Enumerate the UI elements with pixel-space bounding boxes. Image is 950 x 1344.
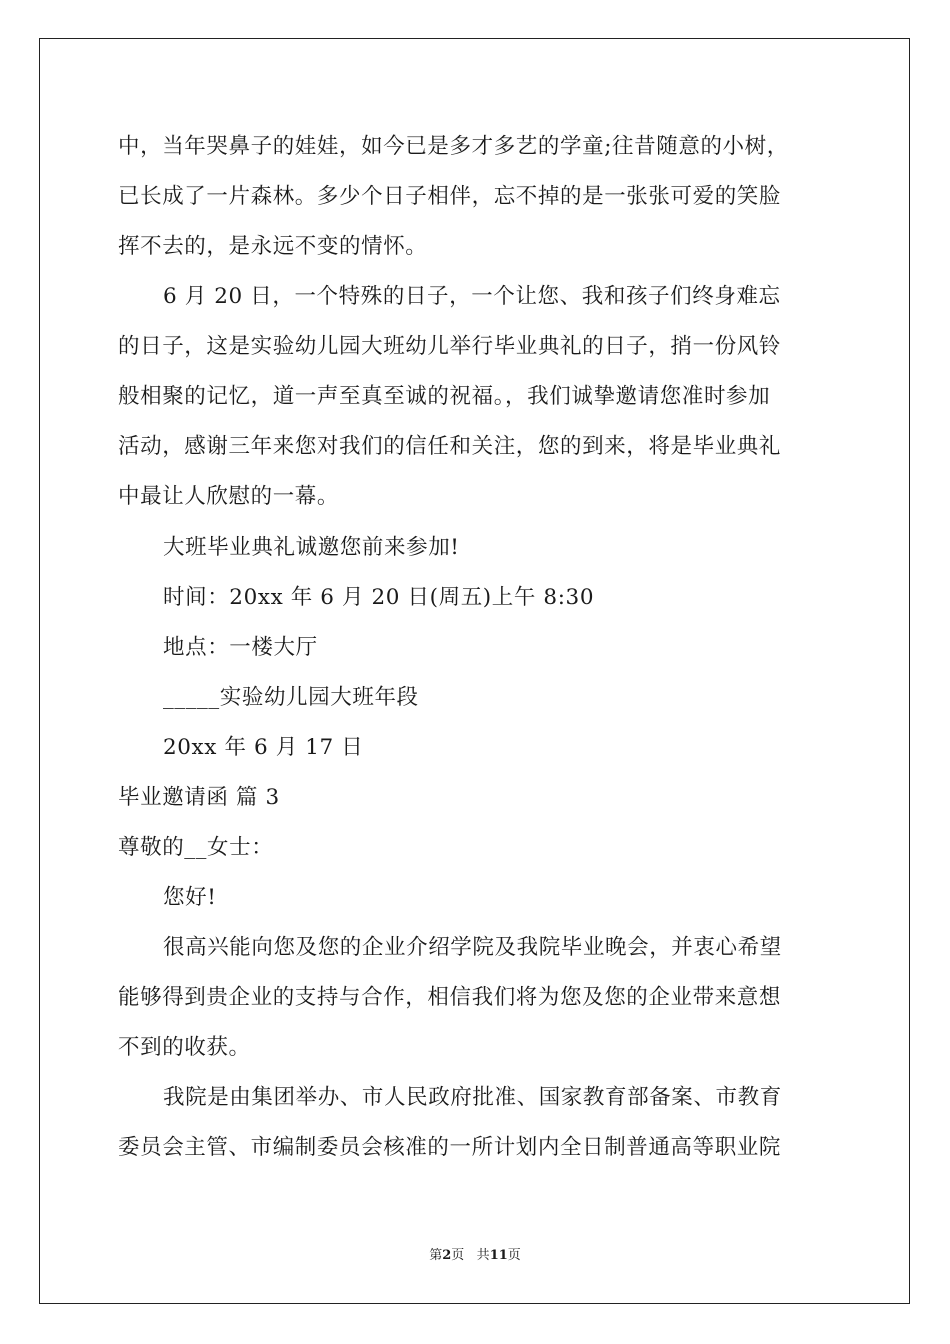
body-text-line: 的日子，这是实验幼儿园大班幼儿举行毕业典礼的日子，捎一份风铃	[118, 334, 782, 359]
body-text-line: 挥不去的，是永远不变的情怀。	[118, 234, 428, 259]
section-title: 毕业邀请函 篇 3	[118, 785, 280, 810]
invitation-signature: _____实验幼儿园大班年段	[163, 685, 419, 710]
page-number: 2	[442, 1248, 452, 1263]
body-text-line: 般相聚的记忆，道一声至真至诚的祝福。，我们诚挚邀请您准时参加	[118, 384, 771, 409]
invitation-heading: 大班毕业典礼诚邀您前来参加!	[163, 535, 460, 560]
body-text-line: 活动，感谢三年来您对我们的信任和关注，您的到来，将是毕业典礼	[118, 434, 782, 459]
body-text-line: 我院是由集团举办、市人民政府批准、国家教育部备案、市教育	[163, 1085, 782, 1110]
body-text-line: 能够得到贵企业的支持与合作，相信我们将为您及您的企业带来意想	[118, 985, 782, 1010]
total-suffix: 页	[507, 1248, 521, 1263]
page-suffix: 页	[451, 1248, 465, 1263]
event-place: 地点：一楼大厅	[163, 635, 318, 660]
body-text-line: 6 月 20 日，一个特殊的日子，一个让您、我和孩子们终身难忘	[163, 284, 781, 309]
total-prefix: 共	[476, 1248, 490, 1263]
page-prefix: 第	[429, 1248, 443, 1263]
body-text-line: 委员会主管、市编制委员会核准的一所计划内全日制普通高等职业院	[118, 1135, 782, 1160]
body-text-line: 已长成了一片森林。多少个日子相伴，忘不掉的是一张张可爱的笑脸	[118, 184, 782, 209]
total-pages: 11	[489, 1248, 508, 1263]
body-text-line: 中，当年哭鼻子的娃娃，如今已是多才多艺的学童;往昔随意的小树，	[118, 134, 789, 159]
body-text-line: 中最让人欣慰的一幕。	[118, 484, 340, 509]
page-border	[39, 38, 910, 1304]
event-time: 时间：20xx 年 6 月 20 日(周五)上午 8:30	[163, 585, 595, 610]
body-text-line: 很高兴能向您及您的企业介绍学院及我院毕业晚会，并衷心希望	[163, 935, 782, 960]
page-footer	[0, 1247, 950, 1265]
letter-greeting: 您好!	[163, 885, 217, 910]
body-text-line: 不到的收获。	[118, 1035, 251, 1060]
invitation-date: 20xx 年 6 月 17 日	[163, 735, 364, 760]
letter-salutation: 尊敬的__女士：	[118, 835, 274, 860]
